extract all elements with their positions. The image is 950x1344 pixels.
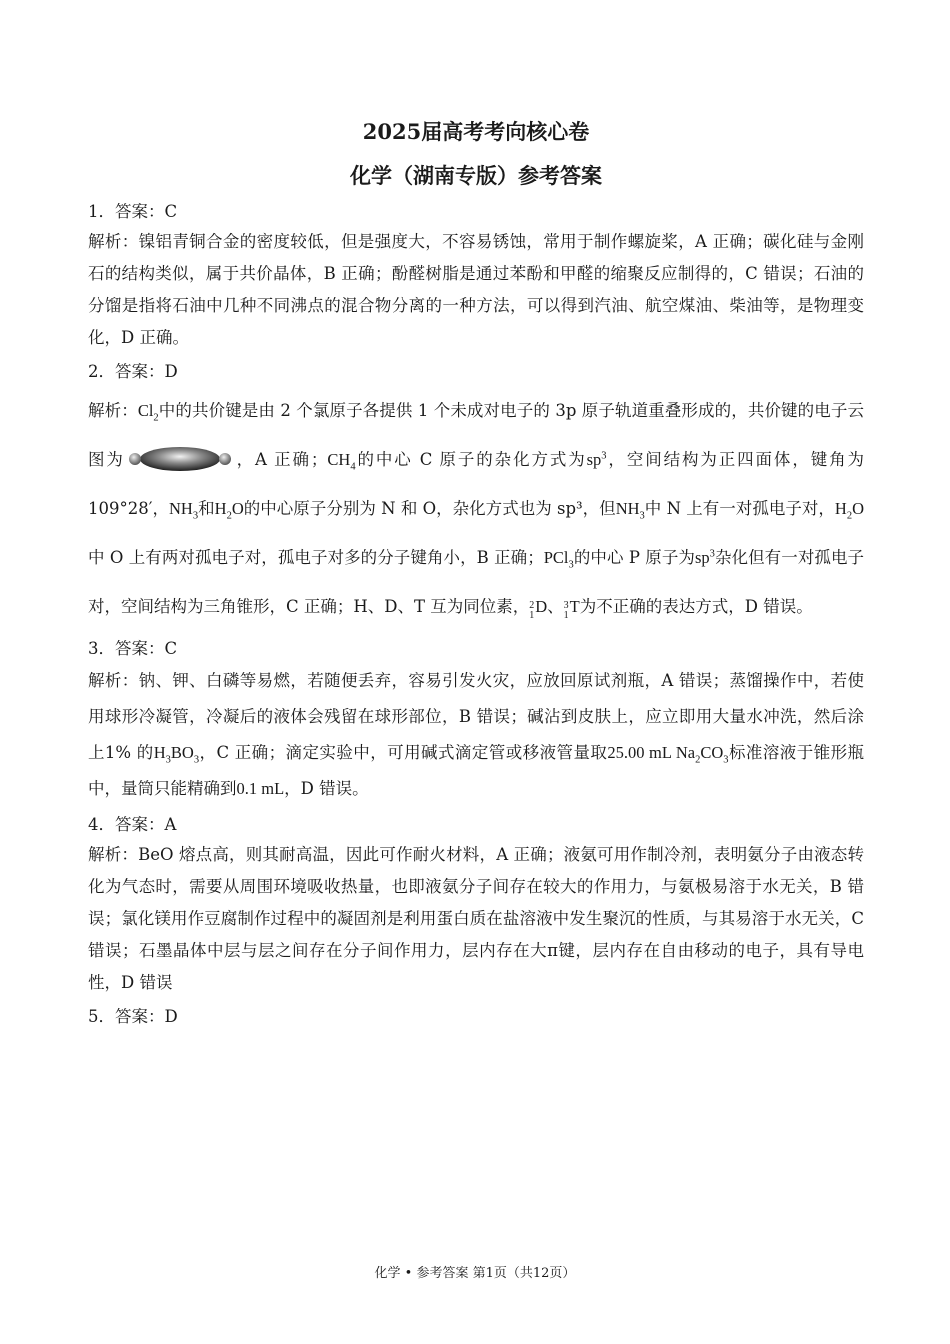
formula-h2o-b: $H_2O$	[834, 499, 864, 522]
q4-explanation: 解析：BeO 熔点高，则其耐高温，因此可作耐火材料，A 正确；液氨可用作制冷剂，表明氨分子由液态转化为气态时，需要从周围环境吸收热量，也即液氨分子间存在较大的作用力，与氨极易溶于水无关，B 错误；氯化镁用作豆腐制作过程中的凝固剂是利用蛋白质在盐溶液中发生聚沉的性质，与其易溶于水无关，C 错误；石墨晶体中层与层之间存在分子间作用力，层内存在大π键，层内存在自由移动的电子，具有导电性，D 错误	[88, 845, 864, 992]
formula-nh3-b: $NH_3$	[615, 499, 645, 522]
q4-answer: 4．答案：A	[88, 815, 177, 834]
q5-answer: 5．答案：D	[88, 1007, 178, 1026]
formula-sp3-b: $sp^3$	[694, 548, 715, 567]
formula-cl2: $Cl_2$	[137, 401, 159, 424]
q1-answer: 1．答案：C	[88, 202, 178, 221]
q2-explanation: 解析：$Cl_2$中的共价键是由 2 个氯原子各提供 1 个未成对电子的 3p 原子轨道重叠形成的，共价键的电子云图为 ，A 正确；$CH_4$的中心 C 原子的杂化方式为$sp^3$，空间结构为正四面体，键角为 109°28′，$NH_3$和$H_2O$的中心原子分别为 N 和 O，杂化方式也为 sp³，但$NH_3$中 N 上有一对孤电子对，$H_2O$中 O 上有两对孤电子对，孤电子对多的分子键角小，B 正确；PCl$_3$的中心 P 原子为$sp^3$杂化但有一对孤电子对，空间结构为三角锥形，C 正确；H、D、T 互为同位素， 2 1 D、 3 1 T为不正确的表达方式，D 错误。	[88, 401, 865, 621]
q3-explanation: 解析：钠、钾、白磷等易燃，若随便丢弃，容易引发火灾，应放回原试剂瓶，A 错误；蒸馏操作中，若使用球形冷凝管，冷凝后的液体会残留在球形部位，B 错误；碱沾到皮肤上，应立即用大量水冲洗，然后涂上1% 的$H_3BO_3$，C 正确；滴定实验中，可用碱式滴定管或移液管量取25.00 mL $Na_2CO_3$标准溶液于锥形瓶中，量筒只能精确到0.1 mL，D 错误。	[88, 671, 865, 798]
nuclide-tritium: 3 1 T	[563, 597, 580, 621]
answer-page	[88, 118, 864, 1031]
volume-precision: 0.1 mL	[236, 779, 285, 798]
formula-ch4: $CH_4$	[327, 450, 356, 473]
nuclide-deuterium: 2 1 D	[529, 597, 548, 621]
electron-cloud-image	[127, 445, 233, 473]
q2-answer: 2．答案：D	[88, 362, 178, 381]
formula-na2co3: 25.00 mL $Na_2CO_3$	[607, 743, 729, 766]
page-subtitle: 化学（湖南专版）参考答案	[350, 163, 602, 188]
formula-pcl3: PCl$_3$	[543, 548, 574, 571]
q1-explanation: 解析：镍铝青铜合金的密度较低，但是强度大，不容易锈蚀，常用于制作螺旋桨，A 正确；碳化硅与金刚石的结构类似，属于共价晶体，B 正确；酚醛树脂是通过苯酚和甲醛的缩聚反应制得的，C 错误；石油的分馏是指将石油中几种不同沸点的混合物分离的一种方法，可以得到汽油、航空煤油、柴油等，是物理变化，D 正确。	[88, 232, 864, 347]
page-footer: 化学 • 参考答案 第1页（共12页）	[374, 1266, 576, 1281]
formula-h3bo3: $H_3BO_3$	[153, 743, 200, 766]
page-title: 2025届高考考向核心卷	[362, 119, 590, 144]
q3-answer: 3．答案：C	[88, 639, 178, 658]
formula-sp3: $sp^3$	[586, 450, 607, 469]
formula-nh3: $NH_3$	[169, 499, 199, 522]
formula-h2o: $H_2O$	[214, 499, 244, 522]
